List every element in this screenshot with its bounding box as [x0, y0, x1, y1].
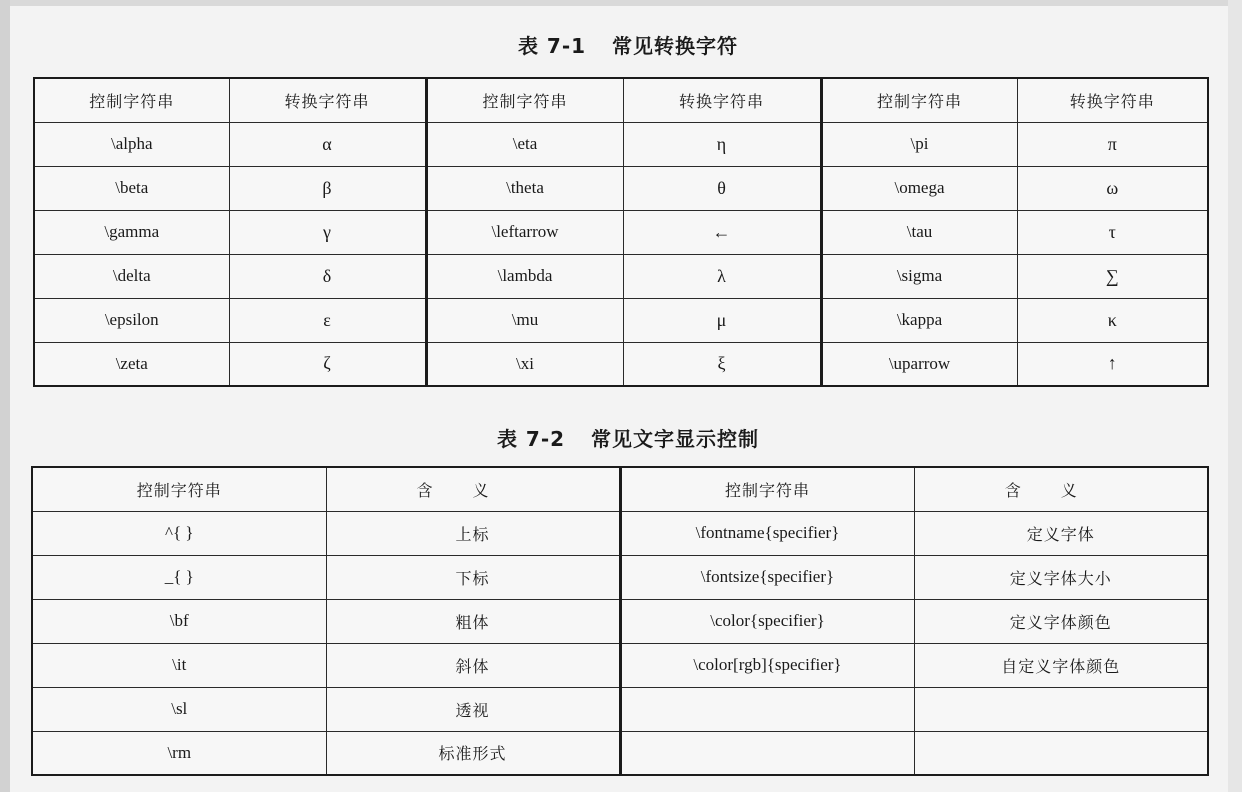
table2-header-cell: 控制字符串 [32, 467, 326, 511]
converted-char-cell: β [229, 166, 426, 210]
converted-char-cell: ← [623, 210, 821, 254]
table2-caption-text: 常见文字显示控制 [591, 427, 760, 451]
converted-char-cell: ξ [623, 342, 821, 386]
converted-char-cell: ∑ [1017, 254, 1208, 298]
table-row [32, 687, 1208, 731]
control-string-cell: \alpha [34, 122, 229, 166]
table2-caption [7, 423, 1242, 452]
control-string-cell [620, 687, 914, 731]
left-edge-strip [0, 0, 10, 792]
converted-char-cell: δ [229, 254, 426, 298]
converted-char-cell: θ [623, 166, 821, 210]
meaning-cell: 定义字体 [914, 511, 1208, 555]
meaning-cell: 上标 [326, 511, 620, 555]
control-string-cell: \sigma [821, 254, 1017, 298]
control-string-cell: \theta [426, 166, 623, 210]
control-string-cell: \pi [821, 122, 1017, 166]
control-string-cell: \delta [34, 254, 229, 298]
table1-caption [7, 30, 1242, 59]
table2-header-cell: 控制字符串 [620, 467, 914, 511]
table2-header-cell: 含义 [914, 467, 1208, 511]
meaning-cell: 标准形式 [326, 731, 620, 775]
control-string-cell: \fontsize{specifier} [620, 555, 914, 599]
converted-char-cell: λ [623, 254, 821, 298]
table-row [32, 643, 1208, 687]
control-string-cell: ^{ } [32, 511, 326, 555]
meaning-cell: 下标 [326, 555, 620, 599]
table1-header-row [34, 78, 1208, 122]
text-display-control-table [31, 466, 1209, 776]
control-string-cell: \mu [426, 298, 623, 342]
table1-header-cell: 转换字符串 [229, 78, 426, 122]
table-row [32, 599, 1208, 643]
meaning-cell: 粗体 [326, 599, 620, 643]
scrollbar[interactable] [1228, 0, 1242, 792]
table2-caption-number: 表 7-2 [496, 427, 566, 451]
converted-char-cell: π [1017, 122, 1208, 166]
converted-char-cell: α [229, 122, 426, 166]
meaning-cell [914, 731, 1208, 775]
control-string-cell: \lambda [426, 254, 623, 298]
table-row [34, 254, 1208, 298]
window-top-edge [0, 0, 1242, 6]
meaning-cell [914, 687, 1208, 731]
control-string-cell: \color[rgb]{specifier} [620, 643, 914, 687]
table2-header-row [32, 467, 1208, 511]
control-string-cell: \tau [821, 210, 1017, 254]
table1-header-cell: 转换字符串 [1017, 78, 1208, 122]
table-row [34, 166, 1208, 210]
conversion-characters-table [33, 77, 1209, 387]
converted-char-cell: τ [1017, 210, 1208, 254]
converted-char-cell: ζ [229, 342, 426, 386]
control-string-cell: \sl [32, 687, 326, 731]
table-row [34, 298, 1208, 342]
control-string-cell: \uparrow [821, 342, 1017, 386]
meaning-cell: 自定义字体颜色 [914, 643, 1208, 687]
control-string-cell: \color{specifier} [620, 599, 914, 643]
table2-header-cell: 含义 [326, 467, 620, 511]
control-string-cell: \fontname{specifier} [620, 511, 914, 555]
control-string-cell: \eta [426, 122, 623, 166]
control-string-cell: _{ } [32, 555, 326, 599]
table1-caption-text: 常见转换字符 [612, 34, 739, 58]
table-row [32, 555, 1208, 599]
meaning-cell: 斜体 [326, 643, 620, 687]
converted-char-cell: η [623, 122, 821, 166]
table1-header-cell: 控制字符串 [426, 78, 623, 122]
table-row [34, 122, 1208, 166]
meaning-cell: 定义字体大小 [914, 555, 1208, 599]
control-string-cell: \rm [32, 731, 326, 775]
control-string-cell: \omega [821, 166, 1017, 210]
converted-char-cell: ε [229, 298, 426, 342]
control-string-cell: \bf [32, 599, 326, 643]
control-string-cell: \xi [426, 342, 623, 386]
meaning-cell: 透视 [326, 687, 620, 731]
table1-header-cell: 控制字符串 [34, 78, 229, 122]
control-string-cell: \beta [34, 166, 229, 210]
table-row [32, 731, 1208, 775]
meaning-cell: 定义字体颜色 [914, 599, 1208, 643]
table-row [34, 210, 1208, 254]
table-row [34, 342, 1208, 386]
control-string-cell: \gamma [34, 210, 229, 254]
converted-char-cell: γ [229, 210, 426, 254]
control-string-cell: \epsilon [34, 298, 229, 342]
control-string-cell [620, 731, 914, 775]
table1-caption-number: 表 7-1 [517, 34, 587, 58]
converted-char-cell: κ [1017, 298, 1208, 342]
converted-char-cell: μ [623, 298, 821, 342]
table1-header-cell: 控制字符串 [821, 78, 1017, 122]
converted-char-cell: ω [1017, 166, 1208, 210]
table1-header-cell: 转换字符串 [623, 78, 821, 122]
control-string-cell: \zeta [34, 342, 229, 386]
table-row [32, 511, 1208, 555]
control-string-cell: \it [32, 643, 326, 687]
control-string-cell: \kappa [821, 298, 1017, 342]
control-string-cell: \leftarrow [426, 210, 623, 254]
converted-char-cell: ↑ [1017, 342, 1208, 386]
